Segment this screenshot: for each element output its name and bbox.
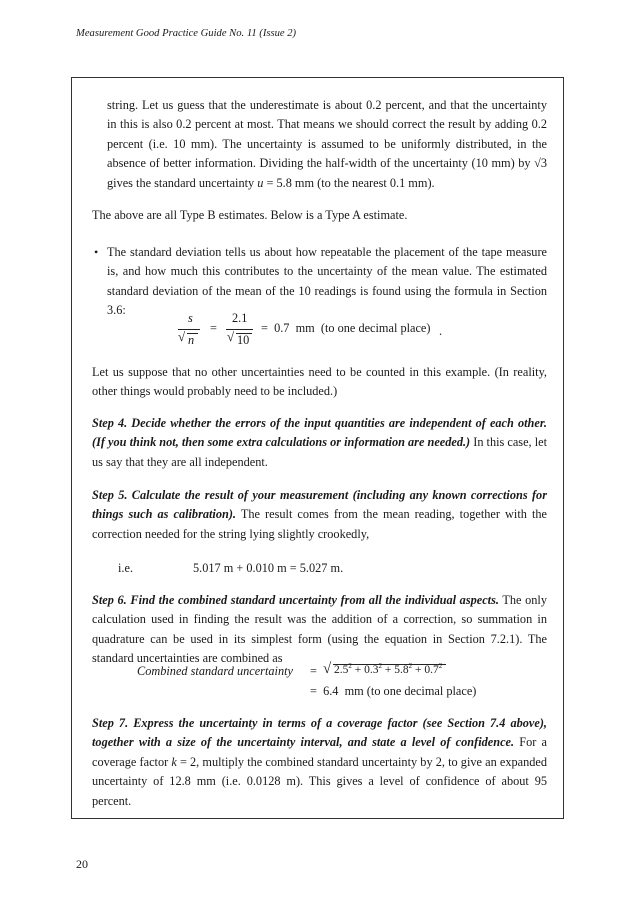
combined-equals: = xyxy=(310,664,317,678)
var-k: k xyxy=(171,754,177,769)
paragraph-step-4: Step 4. Decide whether the errors of the input quantities are independent of each other. (If you think not, then some extra calculations or information are needed.) In this case, let us say that they are all independent. xyxy=(92,416,547,469)
combined-result: = 6.4 mm (to one decimal place) xyxy=(310,684,477,698)
formula-period: . xyxy=(439,324,443,338)
page-number: 20 xyxy=(76,857,88,871)
paragraph-step-5: Step 5. Calculate the result of your measurement (including any known corrections for things such as calibration). The result comes from the mean reading, together with the correction needed for the string lying slightly crookedly, xyxy=(92,488,547,541)
paragraph-step-6: Step 6. Find the combined standard uncertainty from all the individual aspects. The only calculation used in finding the result was the addition of a correction, so summation in quadrature can be used in its simplest form (using the equation in Section 7.2.1). The standard uncertainties are combined as xyxy=(92,593,547,666)
paragraph-standard-deviation: The standard deviation tells us about how repeatable the placement of the tape measure is, and how much this contributes to the uncertainty of the mean value. The estimated standard deviation of the mean of the 10 readings is found using the formula in Section 3.6: xyxy=(107,245,547,318)
ie-label: i.e. xyxy=(118,561,134,575)
paragraph-step-7: Step 7. Express the uncertainty in terms of a coverage factor (see Section 7.4 above), together with a size of the uncertainty interval, and state a level of confidence. For a coverage factor k = 2, multiply the combined standard uncertainty by 2, to give an expanded uncertainty of 12.8 mm (i.e. 0.0128 m). This gives a level of confidence of about 95 percent. xyxy=(92,716,547,808)
formula-den-n: n xyxy=(188,333,195,347)
formula-equals-1: = xyxy=(210,321,217,335)
formula-num-s: s xyxy=(188,311,193,325)
sqrt-sign-3: √ xyxy=(323,661,332,677)
bullet-symbol: • xyxy=(94,245,99,259)
formula-result-1: = 0.7 mm (to one decimal place) xyxy=(261,321,431,335)
paragraph-type-b: The above are all Type B estimates. Below is a Type A estimate. xyxy=(92,208,408,222)
formula-den-val: 10 xyxy=(237,333,250,347)
ie-equation: 5.017 m + 0.010 m = 5.027 m. xyxy=(193,561,344,575)
running-header: Measurement Good Practice Guide No. 11 (Issue 2) xyxy=(76,28,297,39)
combined-label: Combined standard uncertainty xyxy=(137,664,293,678)
formula-num-val: 2.1 xyxy=(232,311,248,325)
sqrt-sign-1: √ xyxy=(178,329,186,344)
paragraph-string-correction: string. Let us guess that the underestimate is about 0.2 percent, and that the uncertainty in this is also 0.2 percent at most. That means we should correct the result by adding 0.2 percent (i.e. 10 mm). The uncertainty is assumed to be uniformly distributed, in the absence of better information. Dividing the half-width of the uncertainty (10 mm) by √3 gives the standard uncertainty u = 5.8 mm (to the nearest 0.1 mm). xyxy=(107,98,547,190)
sum-of-squares: $2.5^2 + 0.3^2 + 5.8^2 + 0.7^2$ xyxy=(334,662,443,676)
sqrt-sign-2: √ xyxy=(227,329,235,344)
paragraph-no-other-uncertainties: Let us suppose that no other uncertainties need to be counted in this example. (In reality, other things would probably need to be included.) xyxy=(92,365,547,399)
var-u: u xyxy=(257,175,264,190)
